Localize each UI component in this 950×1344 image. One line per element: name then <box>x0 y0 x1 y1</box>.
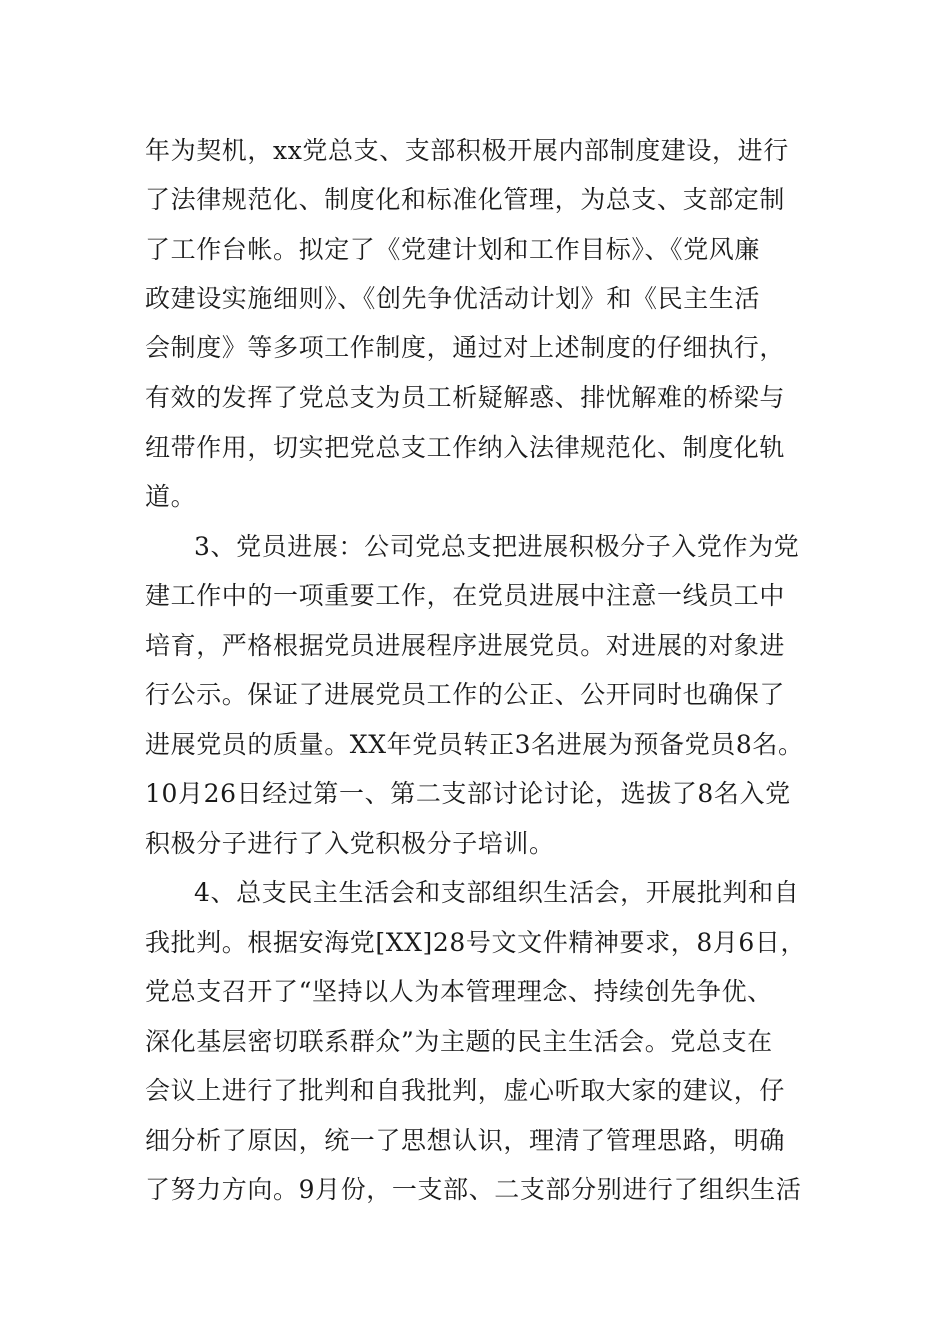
paragraph-first-line: 4、总支民主生活会和支部组织生活会，开展批判和自 <box>194 878 800 907</box>
text-line: 建工作中的一项重要工作，在党员进展中注意一线员工中 <box>145 581 786 610</box>
text-line: 会议上进行了批判和自我批判，虚心听取大家的建议，仔 <box>145 1076 786 1105</box>
text-line: 积极分子进行了入党积极分子培训。 <box>145 829 555 858</box>
text-line: 道。 <box>145 482 197 511</box>
text-line: 了法律规范化、制度化和标准化管理，为总支、支部定制 <box>145 185 786 214</box>
text-line: 年为契机，xx党总支、支部积极开展内部制度建设，进行 <box>145 136 789 165</box>
text-line: 有效的发挥了党总支为员工析疑解惑、排忧解难的桥梁与 <box>145 383 786 412</box>
text-line: 纽带作用，切实把党总支工作纳入法律规范化、制度化轨 <box>145 433 786 462</box>
text-line: 深化基层密切联系群众”为主题的民主生活会。党总支在 <box>145 1027 773 1056</box>
paragraph-first-line: 3、党员进展：公司党总支把进展积极分子入党作为党 <box>194 532 800 561</box>
text-line: 行公示。保证了进展党员工作的公正、公开同时也确保了 <box>145 680 786 709</box>
text-line: 了努力方向。9月份，一支部、二支部分别进行了组织生活 <box>145 1175 802 1204</box>
text-line: 了工作台帐。拟定了《党建计划和工作目标》、《党风廉 <box>145 235 761 264</box>
text-line: 进展党员的质量。XX年党员转正3名进展为预备党员8名。 <box>145 730 804 759</box>
text-line: 10月26日经过第一、第二支部讨论讨论，选拔了8名入党 <box>145 779 791 808</box>
text-line: 会制度》等多项工作制度，通过对上述制度的仔细执行， <box>145 333 786 362</box>
text-line: 政建设实施细则》、《创先争优活动计划》和《民主生活 <box>145 284 761 313</box>
text-line: 细分析了原因，统一了思想认识，理清了管理思路，明确 <box>145 1126 786 1155</box>
text-line: 培育，严格根据党员进展程序进展党员。对进展的对象进 <box>145 631 786 660</box>
text-line: 我批判。根据安海党[XX]28号文文件精神要求，8月6日， <box>145 928 807 957</box>
text-line: 党总支召开了“坚持以人为本管理理念、持续创先争优、 <box>145 977 773 1006</box>
